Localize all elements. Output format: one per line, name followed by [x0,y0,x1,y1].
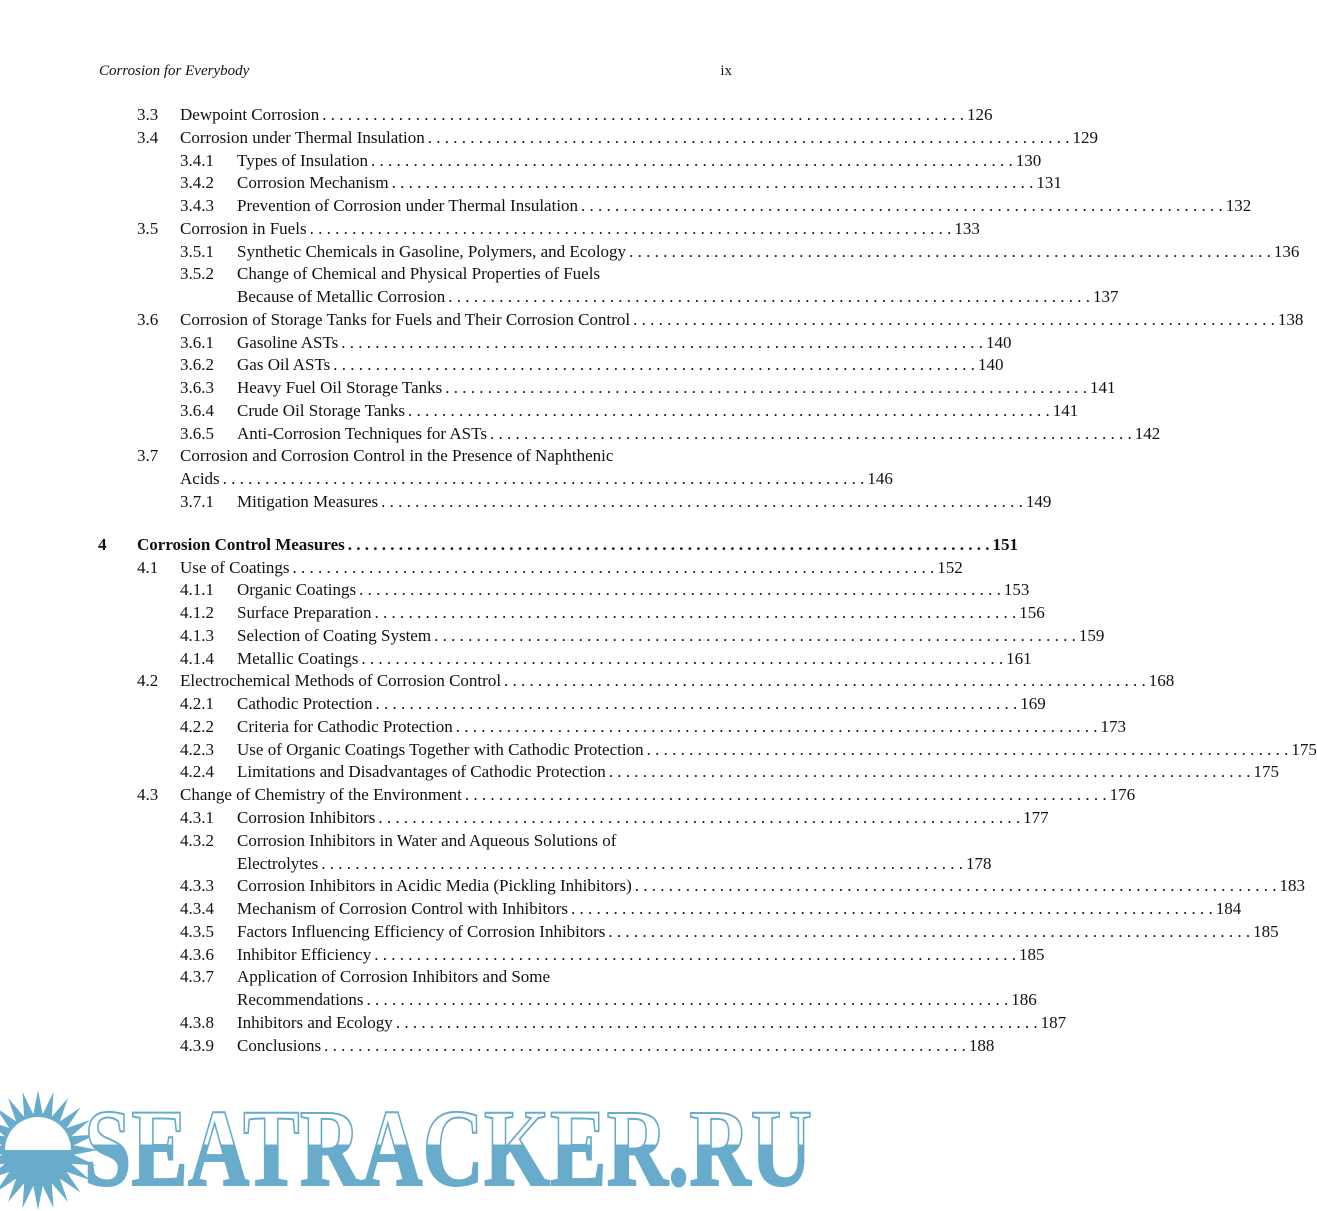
dot-leader [373,693,1021,716]
toc-entry[interactable] [0,195,1252,218]
toc-entry[interactable] [0,602,1045,625]
toc-entry-title: Limitations and Disadvantages of Cathodic Protection [237,762,606,782]
toc-entry[interactable] [0,491,1052,514]
toc-entry-page: 126 [967,105,993,124]
toc-entry[interactable] [0,989,1037,1012]
toc-entry[interactable] [0,423,1161,446]
toc-entry[interactable] [0,875,1305,898]
toc-entry-page: 133 [954,218,980,238]
toc-entry-number: 4.1.3 [180,625,214,645]
toc-entry-page: 141 [1052,400,1079,420]
toc-entry-number: 4.3.3 [180,876,214,896]
toc-entry-page: 185 [1253,921,1279,941]
toc-entry-title: Electrochemical Methods of Corrosion Control [180,671,502,691]
toc-entry-title: Mechanism of Corrosion Control with Inhibitors [237,899,569,919]
toc-entry-page: 183 [1279,876,1305,896]
toc-entry-title: Anti-Corrosion Techniques for ASTs [237,423,487,443]
toc-entry-number: 3.6 [137,309,159,329]
toc-entry-title: Acids [180,469,220,489]
toc-entry-title: Corrosion Control Measures [137,534,345,554]
dot-leader [632,875,1280,898]
toc-entry[interactable] [0,286,1119,309]
toc-entry-title: Corrosion Mechanism [237,173,389,193]
toc-entry-number: 3.3 [137,105,159,124]
toc-entry[interactable] [0,557,963,580]
dot-leader [630,309,1278,332]
toc-entry-number: 3.4.1 [180,150,214,170]
toc-entry-number: 3.7 [137,446,159,466]
dot-leader [425,127,1073,150]
toc-entry-page: 186 [1011,990,1037,1010]
dot-leader [606,761,1254,784]
toc-entry[interactable] [0,579,1030,602]
toc-entry-number: 4.3 [137,785,159,805]
toc-entry[interactable] [0,761,1279,784]
toc-entry-page: 138 [1277,309,1304,329]
dot-leader [364,989,1012,1012]
dot-leader [358,648,1006,671]
toc-entry-title: Gas Oil ASTs [237,355,331,375]
dot-leader [371,944,1019,967]
toc-entry-page: 175 [1253,762,1279,782]
toc-entry-page: 130 [1015,150,1042,170]
toc-entry-page: 175 [1291,739,1317,759]
toc-entry-title: Recommendations [237,990,364,1010]
toc-entry-title: Corrosion and Corrosion Control in the Presence of Naphthenic [180,446,614,466]
toc-entry[interactable] [0,648,1032,671]
toc-entry-title: Cathodic Protection [237,694,373,714]
toc-entry-number: 4.2.4 [180,762,214,782]
watermark-logo [0,1080,835,1211]
toc-entry-number: 4.1 [137,557,159,577]
dot-leader [445,286,1093,309]
toc-entry-page: 152 [937,557,963,577]
toc-entry-number: 3.4.2 [180,173,214,193]
toc-entry[interactable] [0,104,993,127]
toc-entry-title: Factors Influencing Efficiency of Corrosion Inhibitors [237,921,606,941]
toc-entry[interactable] [0,468,893,491]
dot-leader [307,218,955,241]
toc-entry-number: 3.6.3 [180,378,214,398]
dot-leader [393,1012,1041,1035]
dot-leader [319,104,967,127]
toc-entry[interactable] [0,332,1012,355]
toc-entry[interactable] [0,830,835,853]
toc-entry-title: Surface Preparation [237,603,372,623]
dot-leader [644,739,1292,762]
toc-entry[interactable] [0,127,1098,150]
toc-entry[interactable] [0,693,1046,716]
toc-entry-number: 4.3.6 [180,944,214,964]
toc-entry-page: 141 [1090,378,1116,398]
dot-leader [368,150,1016,173]
toc-entry-number: 3.5.2 [180,264,214,284]
toc-entry-number: 4.2.3 [180,739,214,759]
toc-entry-page: 188 [968,1035,995,1055]
toc-entry-title: Corrosion in Fuels [180,218,307,238]
dot-leader [378,491,1026,514]
toc-entry-page: 151 [992,534,1019,554]
toc-entry[interactable] [0,625,1105,648]
dot-leader [405,400,1053,423]
toc-entry-title: Dewpoint Corrosion [180,105,320,124]
toc-entry-title: Types of Insulation [237,150,369,170]
toc-entry-number: 4.2 [137,671,159,691]
toc-entry-number: 3.4 [137,127,159,147]
toc-entry[interactable] [0,400,1079,423]
toc-entry-page: 153 [1003,580,1030,600]
toc-entry-title: Criteria for Cathodic Protection [237,716,453,736]
toc-entry-title: Corrosion Inhibitors in Acidic Media (Pickling Inhibitors) [237,876,632,896]
toc-entry-number: 4.3.9 [180,1035,214,1055]
dot-leader [568,898,1216,921]
toc-entry[interactable] [0,807,1049,830]
dot-leader [453,716,1101,739]
toc-entry-page: 161 [1006,648,1032,668]
toc-entry[interactable] [0,670,1175,693]
toc-entry-number: 4.1.2 [180,603,214,623]
toc-entry[interactable] [0,853,992,876]
toc-entry-number: 3.6.4 [180,400,214,420]
toc-entry-page: 140 [986,332,1012,352]
toc-entry-number: 3.6.1 [180,332,214,352]
toc-entry[interactable] [0,716,1126,739]
toc-entry-page: 149 [1025,492,1052,512]
toc-entry[interactable] [0,377,1116,400]
toc-entry-title: Because of Metallic Corrosion [237,287,446,307]
toc-entry[interactable] [0,263,835,286]
toc-entry-number: 4.2.1 [180,694,214,714]
toc-entry-title: Conclusions [237,1035,322,1055]
toc-entry-number: 3.6.5 [180,423,214,443]
toc-entry-title: Organic Coatings [237,580,357,600]
toc-entry[interactable] [0,921,1279,944]
toc-entry[interactable] [0,784,1136,807]
toc-entry[interactable] [0,150,1042,173]
dot-leader [605,921,1253,944]
toc-entry[interactable] [0,534,1019,557]
toc-entry[interactable] [0,218,980,241]
dot-leader [321,1035,969,1058]
dot-leader [462,784,1110,807]
toc-entry-number: 4.1.1 [180,580,214,600]
toc-entry-page: 178 [965,853,992,873]
toc-entry[interactable] [0,309,1304,332]
toc-entry[interactable] [0,1012,1067,1035]
toc-entry[interactable] [0,898,1242,921]
toc-entry-title: Use of Organic Coatings Together with Cathodic Protection [237,739,644,759]
toc-entry-title: Corrosion Inhibitors in Water and Aqueous Solutions of [237,830,617,850]
toc-entry-number: 4.2.2 [180,716,214,736]
dot-leader [487,423,1135,446]
toc-entry-page: 177 [1023,807,1049,827]
toc-entry-page: 137 [1092,287,1119,307]
toc-entry-page: 169 [1020,694,1046,714]
table-of-contents [0,104,1317,1057]
dot-leader [626,241,1274,264]
dot-leader [220,468,868,491]
dot-leader [345,534,993,557]
toc-entry[interactable] [0,354,1004,377]
toc-entry-number: 4.3.8 [180,1012,214,1032]
toc-entry[interactable] [0,1035,995,1058]
toc-entry-title: Inhibitor Efficiency [237,944,372,964]
toc-entry-title: Inhibitors and Ecology [237,1012,393,1032]
toc-entry-page: 184 [1215,899,1242,919]
dot-leader [578,195,1226,218]
toc-entry-number: 3.7.1 [180,492,214,512]
toc-entry-page: 156 [1019,603,1045,623]
toc-entry-title: Electrolytes [237,853,319,873]
toc-entry-number: 3.5.1 [180,241,214,261]
toc-entry-page: 142 [1134,423,1161,443]
toc-entry-page: 187 [1040,1012,1067,1032]
dot-leader [501,670,1149,693]
toc-entry-number: 4.3.4 [180,899,214,919]
watermark-text: SEATRACKER.RU [84,1087,812,1209]
toc-entry-page: 146 [867,469,893,489]
toc-entry-page: 131 [1036,173,1062,193]
toc-entry-page: 132 [1225,196,1252,216]
page-number: ix [720,63,732,79]
dot-leader [356,579,1004,602]
toc-entry-title: Corrosion Inhibitors [237,807,376,827]
toc-entry[interactable] [0,944,1045,967]
dot-leader [290,557,938,580]
toc-entry-title: Use of Coatings [180,557,290,577]
dot-leader [330,354,978,377]
toc-entry-page: 136 [1273,241,1300,261]
toc-entry-number: 4 [98,534,107,554]
toc-entry-title: Heavy Fuel Oil Storage Tanks [237,378,443,398]
toc-entry[interactable] [0,966,835,989]
toc-entry-title: Synthetic Chemicals in Gasoline, Polymers, and Ecology [237,241,627,261]
running-header-title: Corrosion for Everybody [99,63,250,79]
toc-entry-page: 173 [1100,716,1126,736]
toc-entry-title: Application of Corrosion Inhibitors and Some [237,967,551,987]
dot-leader [389,172,1037,195]
toc-entry-number: 4.1.4 [180,648,214,668]
toc-entry-page: 185 [1018,944,1045,964]
toc-entry-number: 4.3.7 [180,967,214,987]
toc-entry-title: Prevention of Corrosion under Thermal Insulation [237,196,579,216]
dot-leader [442,377,1090,400]
dot-leader [431,625,1079,648]
toc-entry-page: 168 [1148,671,1175,691]
toc-entry-page: 129 [1072,127,1098,147]
toc-entry[interactable] [0,241,1300,264]
toc-entry-number: 3.4.3 [180,196,214,216]
toc-entry-number: 3.5 [137,218,159,238]
toc-entry-page: 176 [1109,785,1136,805]
toc-entry-title: Corrosion of Storage Tanks for Fuels and Their Corrosion Control [180,309,631,329]
dot-leader [375,807,1023,830]
toc-entry-page: 159 [1078,625,1105,645]
toc-entry-number: 4.3.5 [180,921,214,941]
toc-entry-title: Metallic Coatings [237,648,359,668]
toc-entry-page: 140 [978,355,1004,375]
toc-entry-number: 4.3.2 [180,830,214,850]
toc-entry-title: Crude Oil Storage Tanks [237,400,405,420]
toc-entry-title: Change of Chemical and Physical Properties of Fuels [237,264,601,284]
toc-entry[interactable] [0,445,835,468]
toc-entry[interactable] [0,739,1317,762]
dot-leader [318,853,966,876]
toc-entry-title: Gasoline ASTs [237,332,339,352]
toc-entry-title: Selection of Coating System [237,625,432,645]
toc-entry-title: Change of Chemistry of the Environment [180,785,462,805]
dot-leader [372,602,1020,625]
toc-entry-number: 3.6.2 [180,355,214,375]
toc-entry-title: Corrosion under Thermal Insulation [180,127,425,147]
toc-entry-number: 4.3.1 [180,807,214,827]
toc-entry-title: Mitigation Measures [237,492,379,512]
dot-leader [338,332,986,355]
toc-entry[interactable] [0,172,1062,195]
